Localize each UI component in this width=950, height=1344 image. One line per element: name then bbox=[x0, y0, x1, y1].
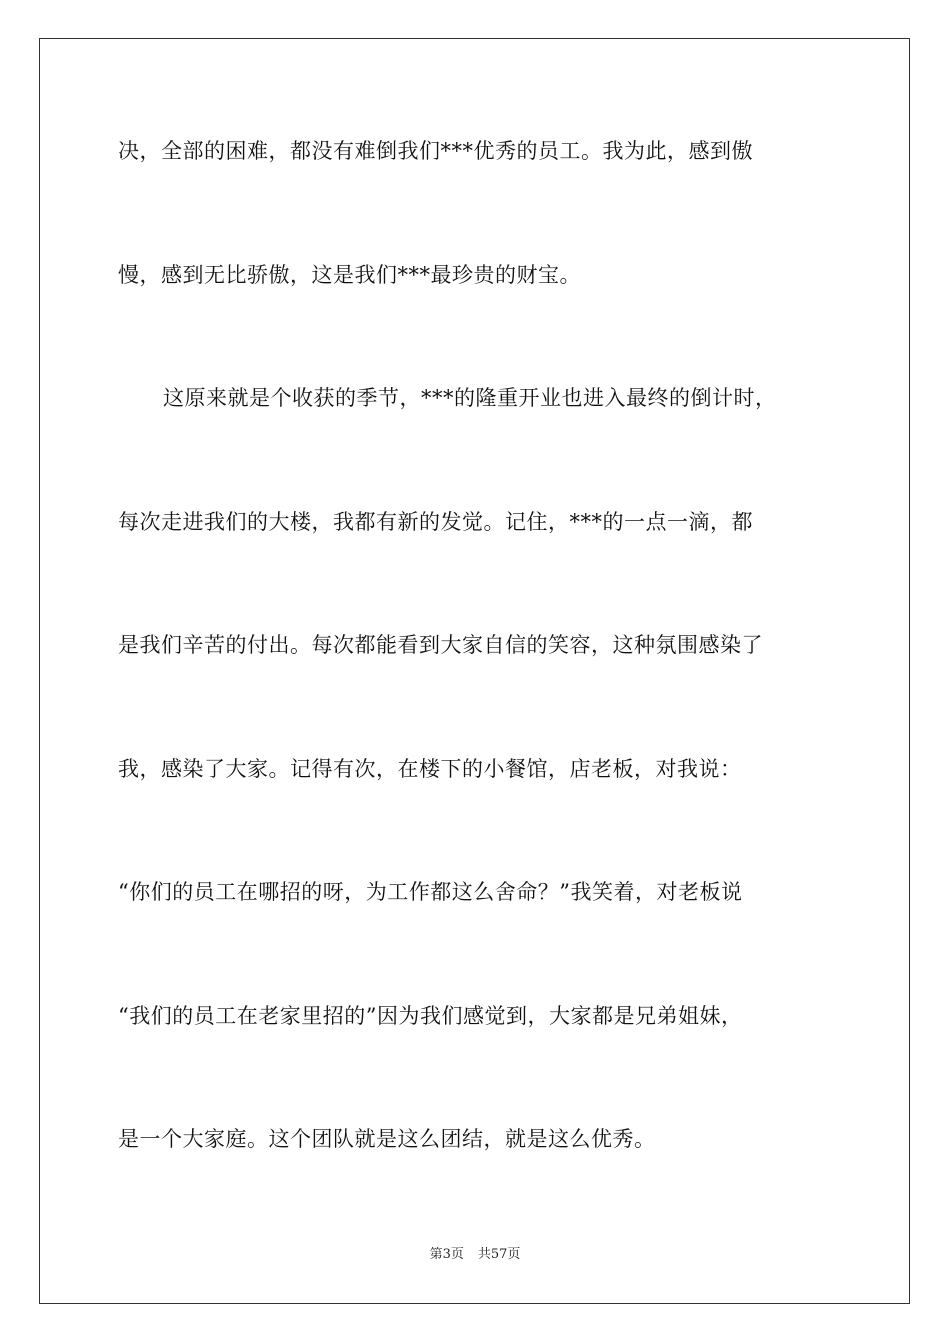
page-number-total: 共57页 bbox=[477, 1247, 521, 1262]
text-line-7: “你们的员工在哪招的呀，为工作都这么舍命？”我笑着，对老板说 bbox=[118, 880, 743, 904]
text-line-2: 慢，感到无比骄傲，这是我们***最珍贵的财宝。 bbox=[118, 263, 581, 287]
page-footer bbox=[0, 1246, 950, 1264]
text-line-5: 是我们辛苦的付出。每次都能看到大家自信的笑容，这种氛围感染了 bbox=[118, 633, 763, 657]
text-line-8: “我们的员工在老家里招的”因为我们感觉到，大家都是兄弟姐妹， bbox=[118, 1004, 743, 1028]
text-line-4: 每次走进我们的大楼，我都有新的发觉。记住，***的一点一滴，都 bbox=[118, 510, 753, 534]
text-line-1: 决，全部的困难，都没有难倒我们***优秀的员工。我为此，感到傲 bbox=[118, 139, 753, 163]
text-line-9: 是一个大家庭。这个团队就是这么团结，就是这么优秀。 bbox=[118, 1127, 656, 1151]
text-line-3: 这原来就是个收获的季节，***的隆重开业也进入最终的倒计时， bbox=[163, 386, 777, 410]
text-line-6: 我，感染了大家。记得有次，在楼下的小餐馆，店老板，对我说： bbox=[118, 757, 742, 781]
page-border bbox=[39, 38, 910, 1304]
page-number-current: 第3页 bbox=[429, 1247, 464, 1262]
